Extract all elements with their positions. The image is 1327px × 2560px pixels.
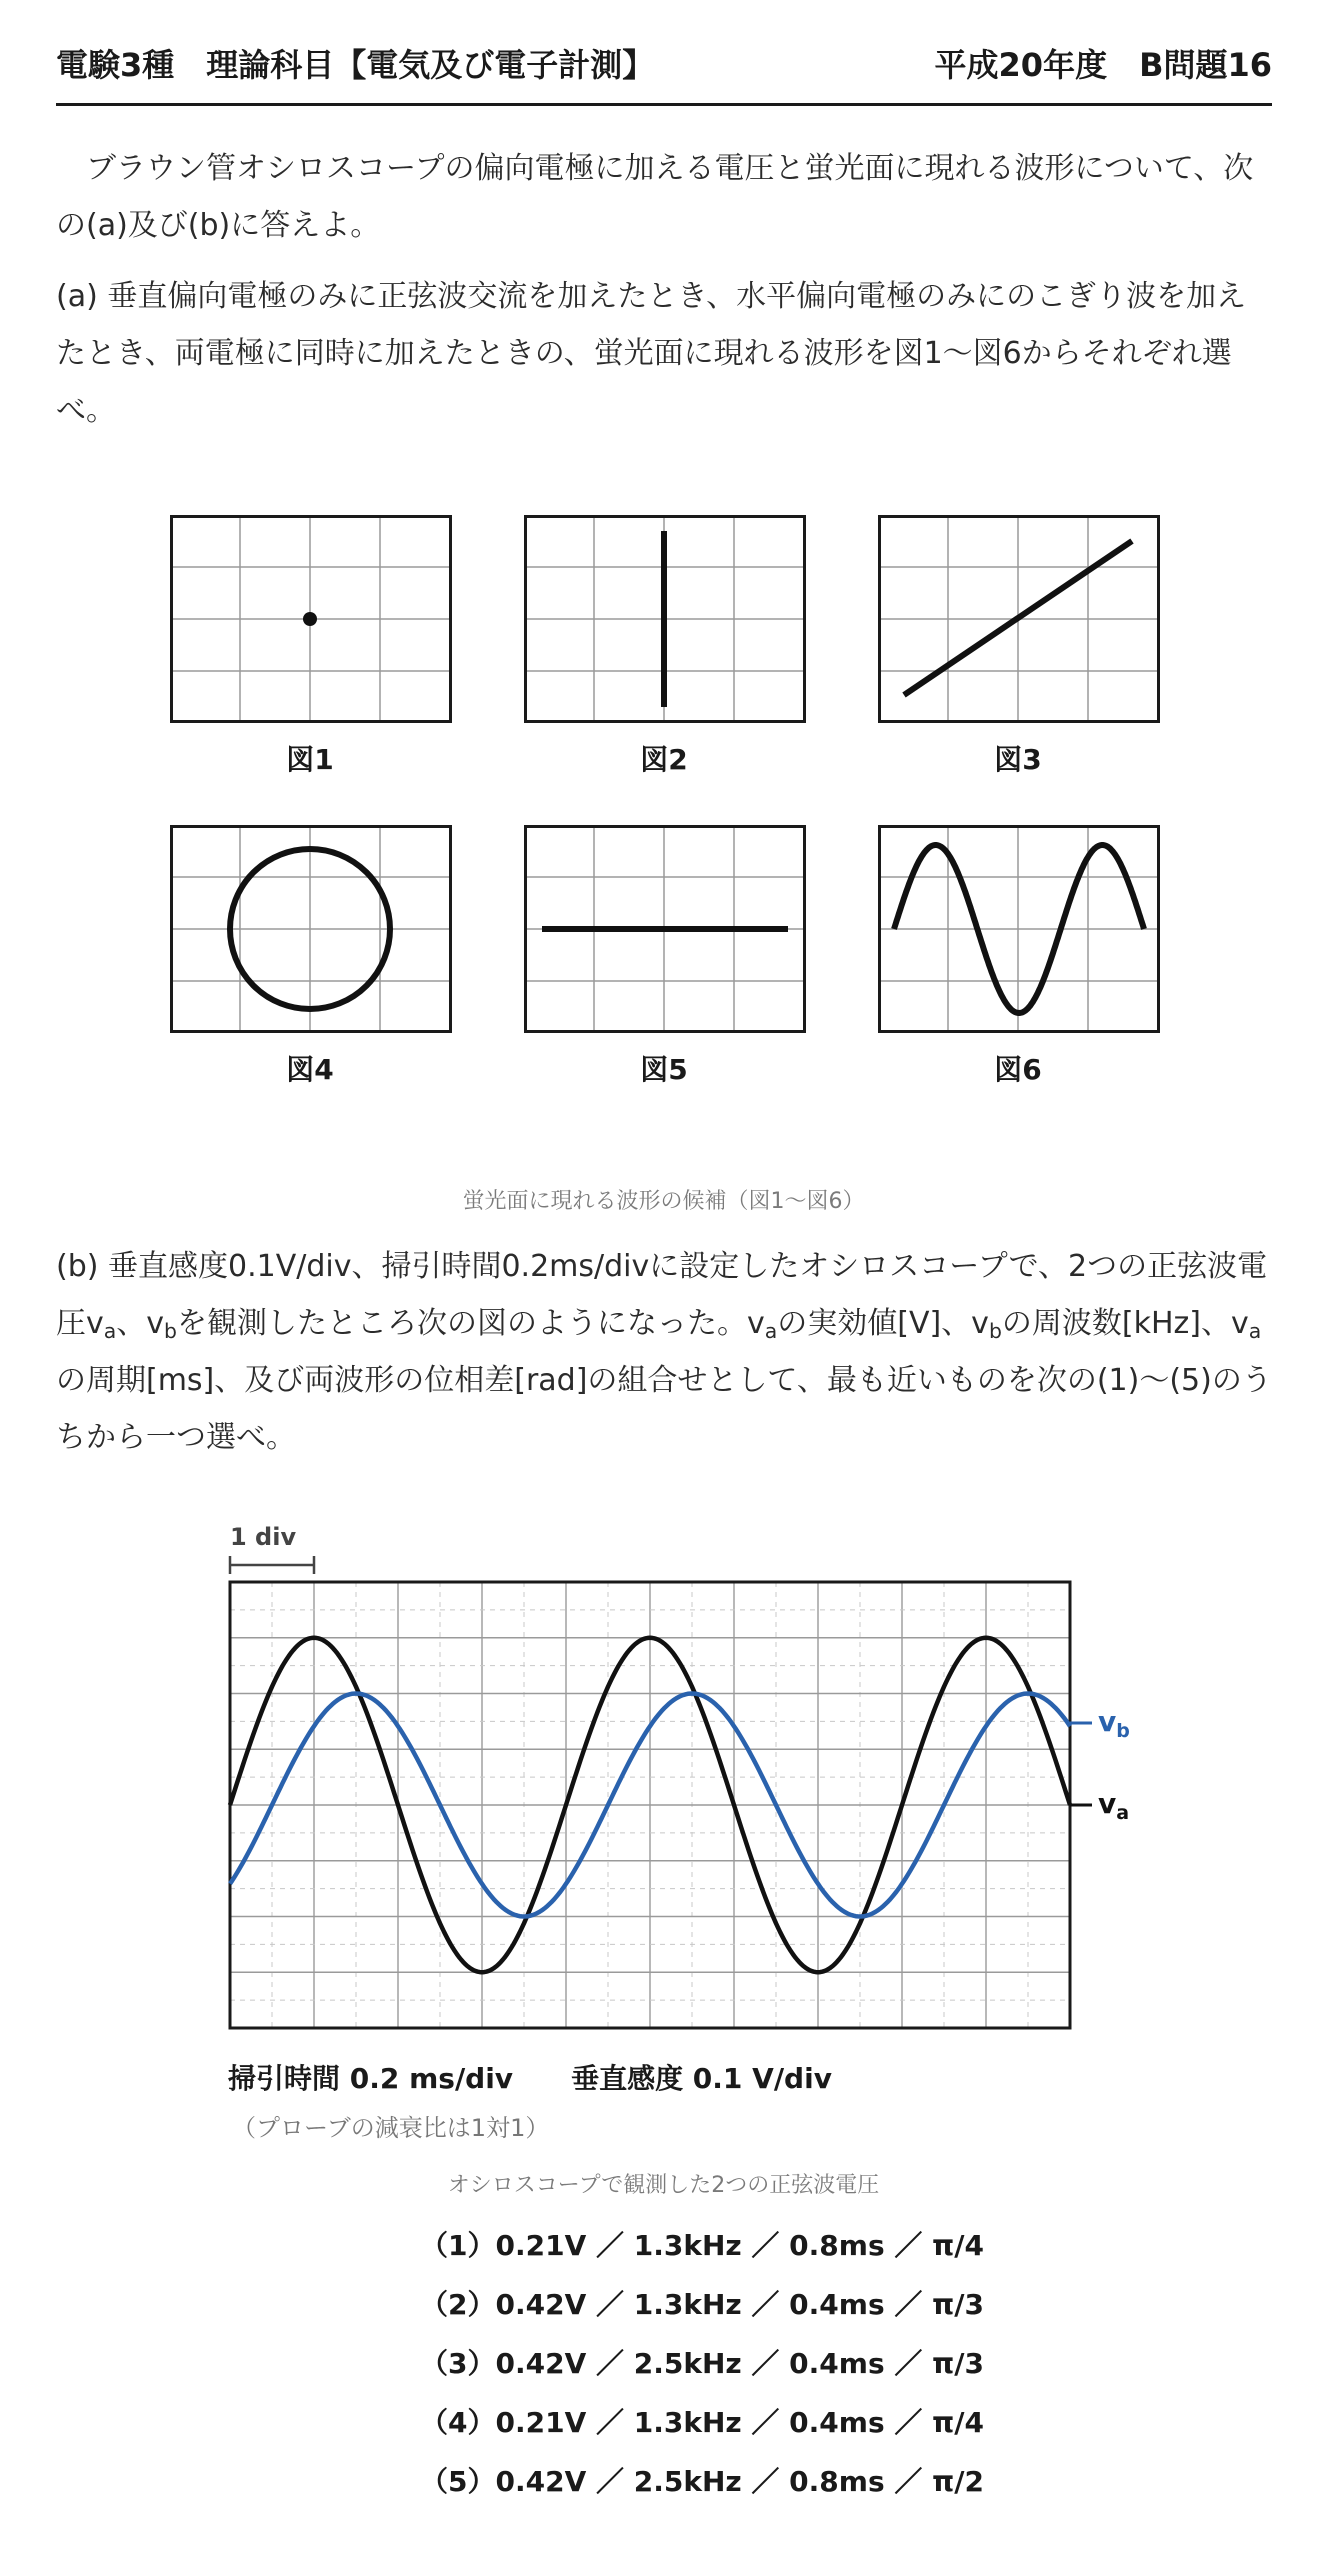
- figures-caption: 蛍光面に現れる波形の候補（図1～図6）: [462, 1189, 865, 1214]
- part-b-text-4: の実効値[V]、v: [777, 1306, 989, 1341]
- figure-6-screen: [878, 825, 1160, 1033]
- choice-2[interactable]: （2）0.42V ／ 1.3kHz ／ 0.4ms ／ π/3: [420, 2288, 984, 2321]
- figure-3-label: 図3: [994, 743, 1042, 776]
- part-b-text-3: を観測したところ次の図のようになった。v: [176, 1306, 765, 1341]
- figure-1-screen: [170, 515, 452, 723]
- choice-3[interactable]: （3）0.42V ／ 2.5kHz ／ 0.4ms ／ π/3: [420, 2347, 984, 2380]
- part-b-sub-1: a: [103, 1319, 117, 1344]
- figure-6-label: 図6: [994, 1053, 1042, 1086]
- choice-5[interactable]: （5）0.42V ／ 2.5kHz ／ 0.8ms ／ π/2: [420, 2465, 984, 2498]
- probe-note: （プローブの減衰比は1対1）: [232, 2114, 550, 2142]
- figure-5-horizontal-line: [524, 825, 806, 1033]
- figure-5-label: 図5: [640, 1053, 688, 1086]
- div-scale-bracket: [230, 1556, 314, 1574]
- div-scale-label: 1 div: [230, 1523, 297, 1551]
- figure-5-screen: [524, 825, 806, 1033]
- scope-caption: オシロスコープで観測した2つの正弦波電圧: [447, 2173, 880, 2198]
- part-b-sub-4: b: [988, 1319, 1002, 1344]
- choice-4[interactable]: （4）0.21V ／ 1.3kHz ／ 0.4ms ／ π/4: [420, 2406, 984, 2439]
- figure-4-circle: [170, 825, 452, 1033]
- header-year-problem: 平成20年度 B問題16: [934, 46, 1272, 84]
- vb-label: $v_b$: [1098, 1705, 1130, 1742]
- figure-3-screen: [878, 515, 1160, 723]
- figure-2-screen: [524, 515, 806, 723]
- figure-1-dot: [170, 515, 452, 723]
- choice-1[interactable]: （1）0.21V ／ 1.3kHz ／ 0.8ms ／ π/4: [420, 2229, 984, 2262]
- answer-choices: [420, 2226, 1120, 2521]
- part-b-text-6: の周期[ms]、及び両波形の位相差[rad]の組合せとして、最も近いものを次の(1)～(5)のうちから一つ選べ。: [56, 1363, 1272, 1455]
- va-label: $v_a$: [1098, 1787, 1130, 1824]
- part-a-paragraph: (a) 垂直偏向電極のみに正弦波交流を加えたとき、水平偏向電極のみにのこぎり波を加えたとき、両電極に同時に加えたときの、蛍光面に現れる波形を図1～図6からそれぞれ選べ。: [56, 279, 1247, 428]
- part-b-text-5: の周波数[kHz]、v: [1001, 1306, 1249, 1341]
- vertical-sensitivity-label: 垂直感度 0.1 V/div: [571, 2062, 832, 2095]
- oscilloscope-figure: [180, 1500, 1180, 2040]
- part-b-sub-2: b: [164, 1319, 177, 1344]
- sweep-time-label: 掃引時間 0.2 ms/div: [228, 2062, 514, 2095]
- figure-4-screen: [170, 825, 452, 1033]
- part-b-text-1: (b) 垂直感度0.1V/div、掃引時間0.2ms/divに設定したオシロスコープで、2つの正弦波電圧v: [56, 1249, 1268, 1341]
- figure-4-label: 図4: [286, 1053, 334, 1086]
- part-b-sub-3: a: [764, 1319, 778, 1344]
- spot-mark: [303, 612, 317, 626]
- figure-3-diagonal-line: [878, 515, 1160, 723]
- intro-paragraph: ブラウン管オシロスコープの偏向電極に加える電圧と蛍光面に現れる波形について、次の(a)及び(b)に答えよ。: [56, 151, 1254, 243]
- part-b-text-2: 、v: [116, 1306, 165, 1341]
- figure-6-sine: [878, 825, 1160, 1033]
- oscilloscope-svg: [180, 1500, 1180, 2040]
- header-bar: [56, 36, 1272, 106]
- figure-2-label: 図2: [640, 743, 688, 776]
- header-subject: 電験3種 理論科目【電気及び電子計測】: [56, 46, 655, 84]
- scope-settings: [228, 2057, 890, 2097]
- part-b-paragraph: [56, 1238, 1272, 1466]
- figure-1-label: 図1: [286, 743, 334, 776]
- part-b-sub-5: a: [1248, 1319, 1262, 1344]
- figure-2-vertical-line: [524, 515, 806, 723]
